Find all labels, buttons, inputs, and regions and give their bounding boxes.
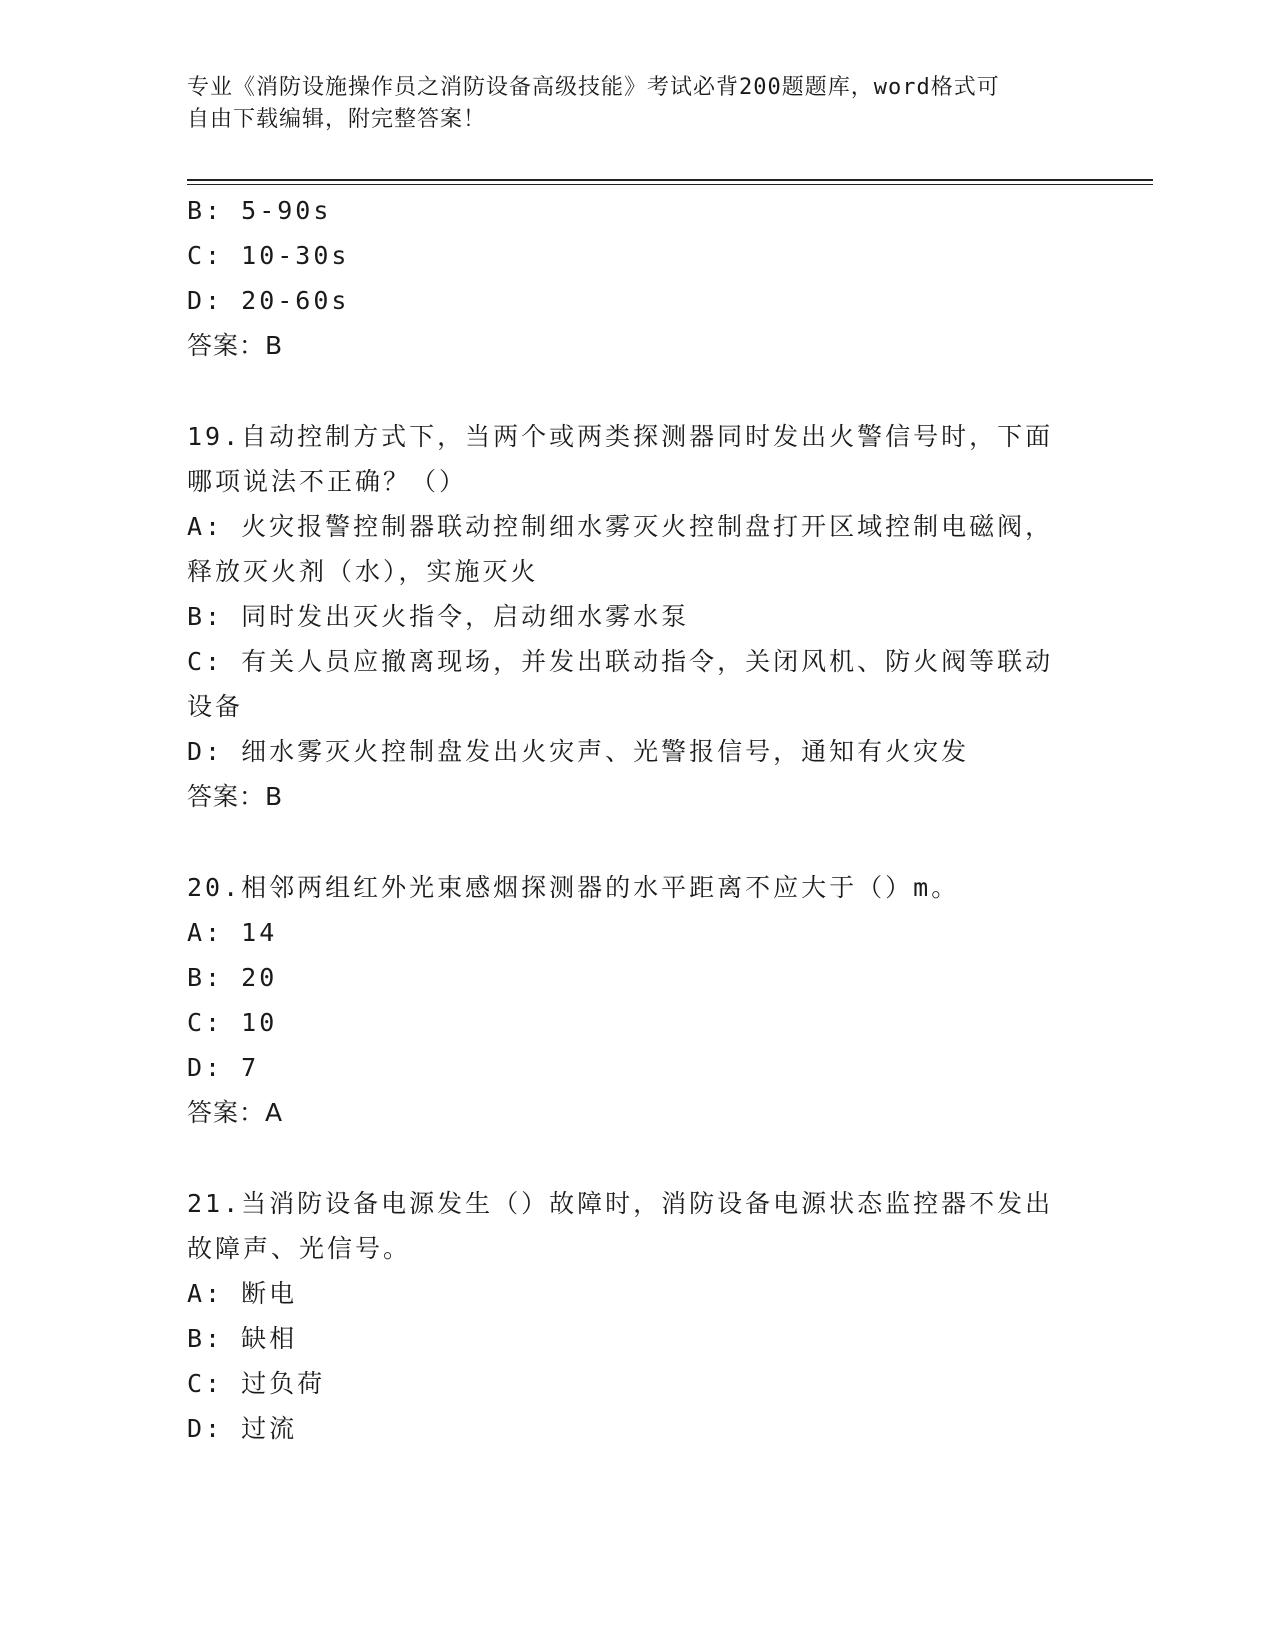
- option-c-continued: 设备: [187, 692, 244, 721]
- question-stem: 19.自动控制方式下，当两个或两类探测器同时发出火警信号时，下面: [187, 422, 1054, 451]
- option-b: B: 缺相: [187, 1324, 298, 1353]
- option-b: B: 同时发出灭火指令，启动细水雾水泵: [187, 602, 690, 631]
- option-b: B: 5-90s: [187, 196, 332, 225]
- answer-line: 答案：A: [187, 1098, 284, 1127]
- question-block-18: [187, 188, 1077, 368]
- question-block-21: [187, 1181, 1077, 1451]
- question-stem-continued: 故障声、光信号。: [187, 1234, 412, 1263]
- header-line-2: 自由下载编辑，附完整答案！: [187, 107, 487, 132]
- option-c: C: 10-30s: [187, 241, 350, 270]
- option-c: C: 过负荷: [187, 1369, 326, 1398]
- question-stem: 20.相邻两组红外光束感烟探测器的水平距离不应大于（）m。: [187, 873, 960, 902]
- question-content: [187, 188, 1077, 1451]
- header-line-1: 专业《消防设施操作员之消防设备高级技能》考试必背200题题库，word格式可: [187, 75, 1000, 100]
- question-block-20: [187, 865, 1077, 1135]
- answer-line: 答案：B: [187, 782, 284, 811]
- option-c: C: 10: [187, 1008, 278, 1037]
- option-b: B: 20: [187, 963, 278, 992]
- option-d: D: 过流: [187, 1414, 298, 1443]
- option-d: D: 细水雾灭火控制盘发出火灾声、光警报信号，通知有火灾发: [187, 737, 970, 766]
- question-stem-continued: 哪项说法不正确？（）: [187, 467, 468, 496]
- option-a: A: 火灾报警控制器联动控制细水雾灭火控制盘打开区域控制电磁阀，: [187, 512, 1054, 541]
- question-block-19: [187, 414, 1077, 819]
- option-c: C: 有关人员应撤离现场，并发出联动指令，关闭风机、防火阀等联动: [187, 647, 1054, 676]
- option-d: D: 7: [187, 1053, 260, 1082]
- question-stem: 21.当消防设备电源发生（）故障时，消防设备电源状态监控器不发出: [187, 1189, 1054, 1218]
- header-divider: [187, 179, 1153, 185]
- option-a-continued: 释放灭火剂（水），实施灭火: [187, 557, 539, 586]
- option-a: A: 断电: [187, 1279, 298, 1308]
- option-a: A: 14: [187, 918, 278, 947]
- option-d: D: 20-60s: [187, 286, 350, 315]
- document-header: [187, 72, 1067, 136]
- answer-line: 答案：B: [187, 331, 284, 360]
